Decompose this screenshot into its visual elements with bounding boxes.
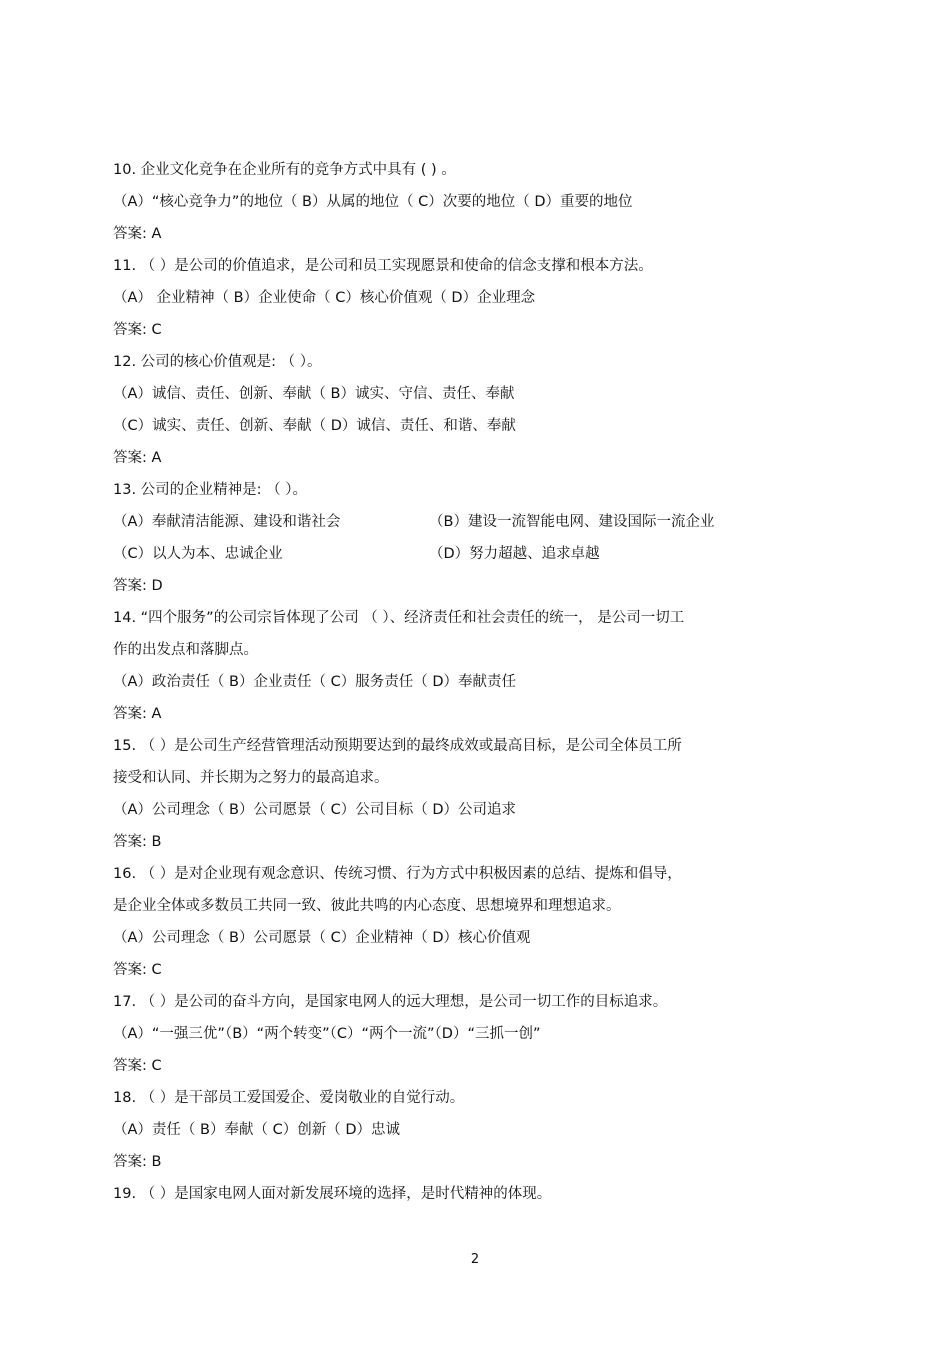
question-13: 13. 公司的企业精神是: （ ）。 (113, 482, 308, 498)
question-12-answer: 答案: A (113, 450, 162, 466)
question-12-options-cd: （C）诚实、责任、创新、奉献（ D）诚信、责任、和谐、奉献 (113, 418, 516, 434)
question-14-answer: 答案: A (113, 706, 162, 722)
question-11-options: （A） 企业精神（ B）企业使命（ C）核心价值观（ D）企业理念 (113, 290, 536, 306)
question-13-options-cd (113, 544, 600, 564)
question-10-options: （A）“核心竞争力”的地位（ B）从属的地位（ C）次要的地位（ D）重要的地位 (113, 194, 633, 210)
question-15-continued: 接受和认同、并长期为之努力的最高追求。 (113, 770, 389, 786)
question-16-continued: 是企业全体或多数员工共同一致、彼此共鸣的内心态度、思想境界和理想追求。 (113, 898, 621, 914)
option-d: （D）努力超越、追求卓越 (429, 546, 600, 562)
question-17: 17. （ ）是公司的奋斗方向，是国家电网人的远大理想，是公司一切工作的目标追求。 (113, 994, 668, 1010)
question-16-options: （A）公司理念（ B）公司愿景（ C）企业精神（ D）核心价值观 (113, 930, 531, 946)
option-c: （C）以人为本、忠诚企业 (113, 546, 283, 562)
question-14-options: （A）政治责任（ B）企业责任（ C）服务责任（ D）奉献责任 (113, 674, 516, 690)
question-19: 19. （ ）是国家电网人面对新发展环境的选择，是时代精神的体现。 (113, 1186, 552, 1202)
question-18-answer: 答案: B (113, 1154, 162, 1170)
question-15-answer: 答案: B (113, 834, 162, 850)
option-b: （B）建设一流智能电网、建设国际一流企业 (429, 514, 715, 530)
question-14-continued: 作的出发点和落脚点。 (113, 642, 258, 658)
question-18-options: （A）责任（ B）奉献（ C）创新（ D）忠诚 (113, 1122, 400, 1138)
question-17-answer: 答案: C (113, 1058, 162, 1074)
question-10: 10. 企业文化竞争在企业所有的竞争方式中具有 ( ) 。 (113, 162, 456, 178)
question-12-options-ab: （A）诚信、责任、创新、奉献（ B）诚实、守信、责任、奉献 (113, 386, 515, 402)
question-10-answer: 答案: A (113, 226, 162, 242)
question-14: 14. “四个服务”的公司宗旨体现了公司 （ ）、经济责任和社会责任的统一， 是公司一切工 (113, 610, 685, 626)
question-13-options-ab (113, 512, 715, 532)
question-11: 11. （ ）是公司的价值追求，是公司和员工实现愿景和使命的信念支撑和根本方法。 (113, 258, 653, 274)
question-18: 18. （ ）是干部员工爱国爱企、爱岗敬业的自觉行动。 (113, 1090, 465, 1106)
question-15: 15. （ ）是公司生产经营管理活动预期要达到的最终成效或最高目标，是公司全体员工所 (113, 738, 682, 754)
page-number: 2 (470, 1252, 480, 1267)
question-12: 12. 公司的核心价值观是: （ ）。 (113, 354, 322, 370)
question-16: 16. （ ）是对企业现有观念意识、传统习惯、行为方式中积极因素的总结、提炼和倡导， (113, 866, 682, 882)
question-11-answer: 答案: C (113, 322, 162, 338)
question-16-answer: 答案: C (113, 962, 162, 978)
question-15-options: （A）公司理念（ B）公司愿景（ C）公司目标（ D）公司追求 (113, 802, 516, 818)
question-17-options: （A）“一强三优”（B）“两个转变”（C）“两个一流”（D）“三抓一创” (113, 1026, 541, 1042)
option-a: （A）奉献清洁能源、建设和谐社会 (113, 514, 341, 530)
question-13-answer: 答案: D (113, 578, 163, 594)
